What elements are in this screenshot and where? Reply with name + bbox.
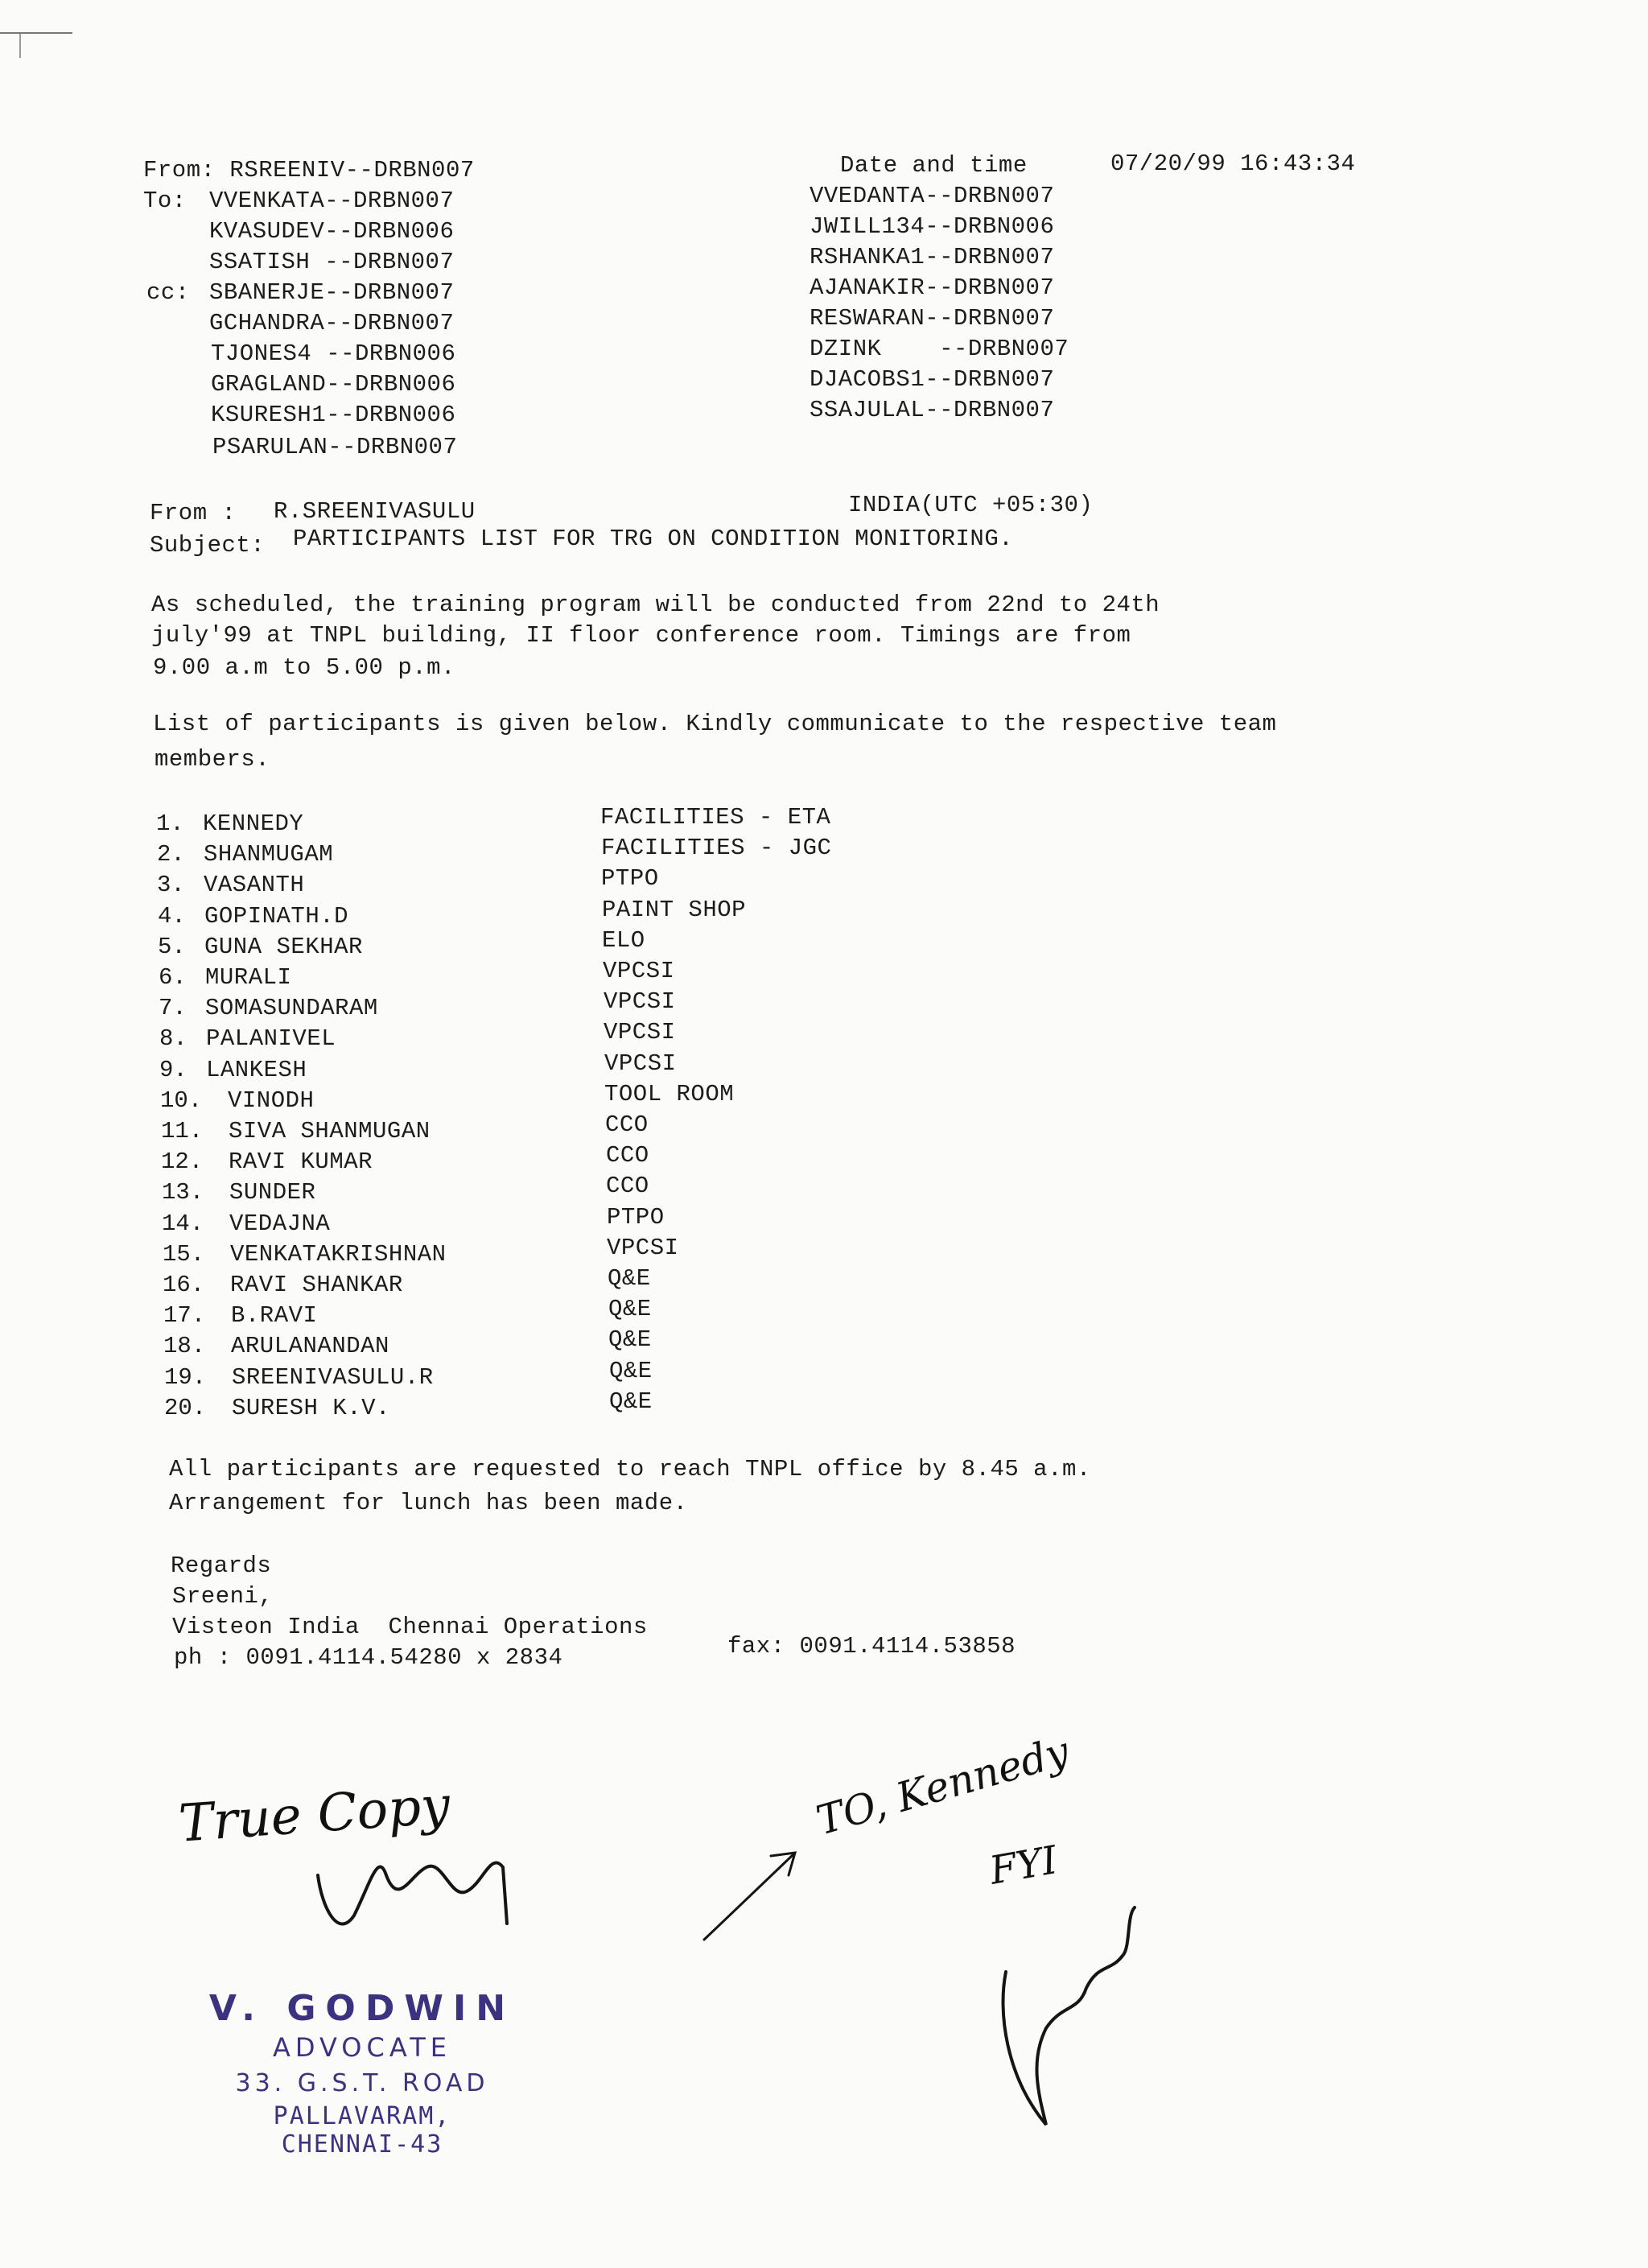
cc-recipient: DZINK --DRBN007 [810,336,1069,362]
participant-department: Q&E [608,1265,651,1292]
from-label: From : [150,500,237,526]
cc-recipient: DJACOBS1--DRBN007 [810,366,1055,393]
participant-name: SURESH K.V. [232,1395,390,1421]
participant-number: 18. [163,1333,206,1359]
cc-recipient: GRAGLAND--DRBN006 [211,371,456,398]
participant-number: 13. [162,1179,204,1206]
participant-number: 17. [163,1302,206,1329]
participant-name: VASANTH [204,872,305,898]
to-recipient: SSATISH --DRBN007 [209,249,455,275]
participant-name: SHANMUGAM [204,841,334,868]
cc-recipient: RSHANKA1--DRBN007 [810,244,1055,270]
participant-department: VPCSI [603,958,675,984]
participant-name: RAVI KUMAR [229,1148,373,1175]
participant-number: 12. [161,1148,204,1175]
body-line: As scheduled, the training program will be conducted from 22nd to 24th [151,592,1160,618]
participant-number: 2. [157,841,185,868]
advocate-stamp [201,1988,523,2159]
from-name: R.SREENIVASULU [274,498,476,525]
cc-recipient: PSARULAN--DRBN007 [212,434,458,460]
participant-number: 7. [159,995,187,1021]
participant-department: VPCSI [607,1235,679,1261]
body-line: List of participants is given below. Kindly communicate to the respective team [153,711,1277,737]
participant-number: 10. [160,1087,203,1114]
participant-name: VEDAJNA [229,1210,331,1237]
fax-number: fax: 0091.4114.53858 [727,1633,1016,1660]
participant-name: SIVA SHANMUGAN [229,1118,431,1144]
participant-department: FACILITIES - ETA [600,804,831,831]
participant-name: GUNA SEKHAR [204,934,363,960]
subject-label: Subject: [150,532,266,559]
phone-number: ph : 0091.4114.54280 x 2834 [174,1644,563,1671]
participant-number: 3. [157,872,185,898]
body-line: All participants are requested to reach TNPL office by 8.45 a.m. [169,1456,1091,1482]
participant-name: SOMASUNDARAM [205,995,378,1021]
participant-number: 16. [163,1272,205,1298]
signoff-line: Regards [171,1553,272,1579]
signature-godwin [318,1862,507,1924]
handwritten-true-copy: True Copy [176,1775,452,1854]
stamp-title: ADVOCATE [273,2032,451,2063]
participant-number: 14. [162,1210,204,1237]
handwritten-fyi: FYI [986,1837,1061,1894]
participant-department: CCO [605,1111,649,1138]
participant-name: GOPINATH.D [204,903,349,930]
participant-department: VPCSI [604,1050,677,1077]
cc-recipient: RESWARAN--DRBN007 [810,305,1055,332]
participant-name: SREENIVASULU.R [232,1364,434,1391]
participant-department: ELO [602,927,645,954]
participant-department: Q&E [609,1388,653,1415]
from-line: From: RSREENIV--DRBN007 [143,157,475,184]
cc-recipient: TJONES4 --DRBN006 [211,340,456,367]
participant-department: Q&E [608,1326,652,1353]
participant-name: ARULANANDAN [231,1333,389,1359]
participant-department: TOOL ROOM [604,1081,735,1107]
participant-name: VINODH [228,1087,315,1114]
body-line: 9.00 a.m to 5.00 p.m. [153,654,455,681]
body-line: members. [154,746,270,773]
to-recipient: VVENKATA--DRBN007 [209,188,455,214]
participant-number: 8. [159,1025,187,1052]
timezone: INDIA(UTC +05:30) [848,492,1094,518]
stamp-name: V. GODWIN [208,1988,516,2029]
participant-name: SUNDER [229,1179,316,1206]
body-line: Arrangement for lunch has been made. [169,1490,688,1516]
to-recipient: KVASUDEV--DRBN006 [209,218,455,245]
date-label: Date and time [840,152,1028,179]
participant-name: B.RAVI [231,1302,318,1329]
participant-number: 15. [163,1241,205,1268]
participant-department: VPCSI [604,1019,676,1045]
participant-number: 5. [158,934,186,960]
participant-number: 4. [158,903,186,930]
participant-number: 19. [164,1364,207,1391]
participant-number: 11. [161,1118,204,1144]
participant-number: 1. [156,810,184,837]
signoff-line: Sreeni, [172,1583,274,1610]
cc-recipient: SSAJULAL--DRBN007 [810,397,1055,423]
stamp-address: PALLAVARAM, CHENNAI-43 [273,2102,451,2159]
participant-name: PALANIVEL [206,1025,336,1052]
participant-number: 20. [164,1395,207,1421]
participant-department: Q&E [609,1358,653,1384]
participant-department: CCO [606,1142,649,1169]
cc-recipient: SBANERJE--DRBN007 [209,279,455,306]
cc-recipient: JWILL134--DRBN006 [810,213,1055,240]
participant-department: PTPO [607,1204,665,1231]
participant-department: CCO [606,1173,649,1199]
participant-name: KENNEDY [203,810,304,837]
participant-name: LANKESH [206,1057,307,1083]
subject-text: PARTICIPANTS LIST FOR TRG ON CONDITION MONITORING. [293,526,1014,552]
arrow-stroke [704,1855,793,1940]
participant-department: VPCSI [604,988,676,1015]
stamp-address: 33. G.S.T. ROAD [235,2069,489,2097]
date-value: 07/20/99 16:43:34 [1110,151,1356,177]
participant-department: PAINT SHOP [602,897,747,923]
participant-name: VENKATAKRISHNAN [230,1241,447,1268]
participant-name: MURALI [205,964,292,991]
cc-recipient: VVEDANTA--DRBN007 [810,183,1055,209]
to-label: To: [143,188,187,214]
participant-department: FACILITIES - JGC [601,835,832,861]
participant-number: 9. [159,1057,187,1083]
signoff-line: Visteon India Chennai Operations [172,1614,648,1640]
cc-recipient: GCHANDRA--DRBN007 [209,310,455,336]
participant-number: 6. [159,964,187,991]
participant-department: Q&E [608,1296,652,1322]
cc-label: cc: [146,279,190,306]
body-line: july'99 at TNPL building, II floor conference room. Timings are from [151,622,1131,649]
cc-recipient: KSURESH1--DRBN006 [211,402,456,428]
signature-initials [1003,1907,1135,2125]
participant-name: RAVI SHANKAR [230,1272,403,1298]
handwritten-note: TO, Kennedy [811,1727,1074,1845]
participant-department: PTPO [601,865,659,892]
cc-recipient: AJANAKIR--DRBN007 [810,274,1055,301]
